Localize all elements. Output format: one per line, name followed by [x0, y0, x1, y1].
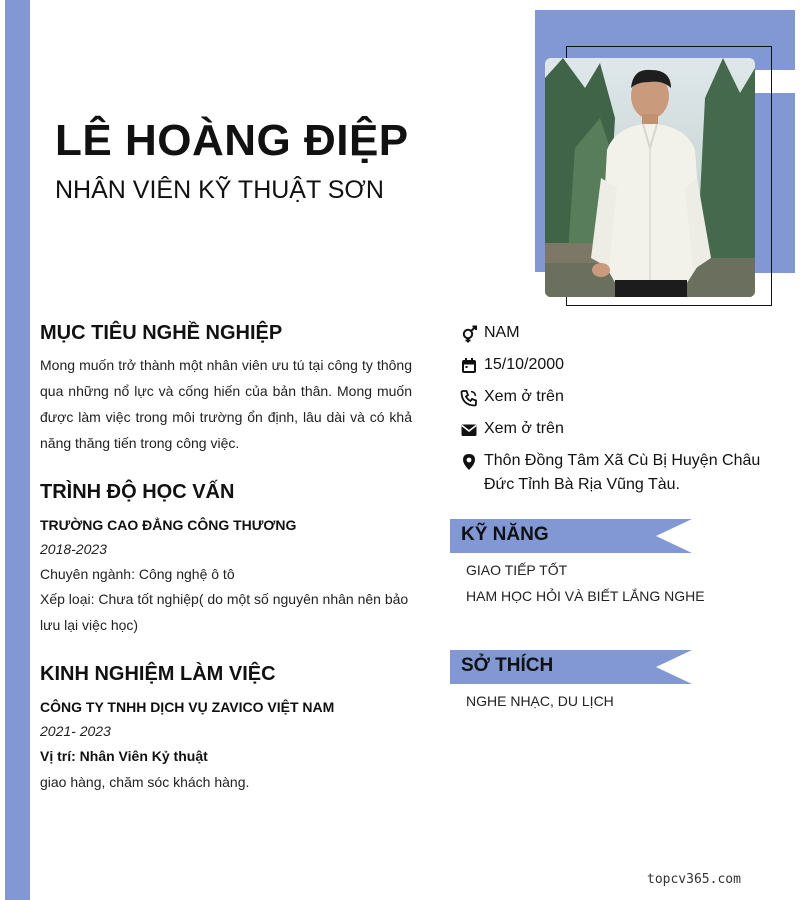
- hobby-item: NGHE NHẠC, DU LỊCH: [466, 693, 614, 709]
- info-gender-row: [460, 324, 780, 345]
- experience-section-title: KINH NGHIỆM LÀM VIỆC: [40, 663, 276, 685]
- info-phone-text: Xem ở trên: [484, 388, 564, 405]
- education-school: TRƯỜNG CAO ĐẲNG CÔNG THƯƠNG: [40, 517, 297, 533]
- phone-icon: [460, 389, 478, 407]
- education-major: Chuyên ngành: Công nghệ ô tô: [40, 566, 235, 582]
- objective-section-title: MỤC TIÊU NGHỀ NGHIỆP: [40, 322, 283, 344]
- left-accent-bar: [5, 0, 30, 900]
- profile-photo-illustration: [545, 58, 755, 297]
- education-rank: Xếp loại: Chưa tốt nghiệp( do một số nguyên nhân nên bảo lưu lại việc học): [40, 591, 409, 633]
- experience-position: Vị trí: Nhân Viên Kỷ thuật: [40, 748, 208, 764]
- info-birthday-row: [460, 356, 780, 377]
- info-email-text: Xem ở trên: [484, 420, 564, 437]
- info-email-row: [460, 420, 780, 441]
- profile-photo: [545, 58, 755, 297]
- info-birthday-text: 15/10/2000: [484, 356, 565, 373]
- hobbies-section-title: SỞ THÍCH: [461, 655, 554, 676]
- calendar-icon: [460, 357, 478, 375]
- email-icon: [460, 421, 478, 439]
- education-section-title: TRÌNH ĐỘ HỌC VẤN: [40, 481, 235, 503]
- experience-company: CÔNG TY TNHH DỊCH VỤ ZAVICO VIỆT NAM: [40, 699, 335, 715]
- gender-icon: [460, 325, 478, 343]
- info-address-row: [460, 452, 780, 497]
- location-icon: [460, 453, 478, 471]
- skill-item: GIAO TIẾP TỐT: [466, 562, 568, 578]
- education-period: 2018-2023: [40, 541, 107, 557]
- skills-section-ribbon: [450, 519, 692, 553]
- skill-item: HAM HỌC HỎI VÀ BIẾT LẮNG NGHE: [466, 588, 705, 604]
- experience-description: giao hàng, chăm sóc khách hàng.: [40, 774, 250, 790]
- candidate-job-title: NHÂN VIÊN KỸ THUẬT SƠN: [55, 176, 384, 204]
- hobbies-section-ribbon: [450, 650, 692, 684]
- info-phone-row: [460, 388, 780, 409]
- experience-period: 2021- 2023: [40, 723, 111, 739]
- objective-text: Mong muốn trở thành một nhân viên ưu tú tại công ty thông qua những nổ lực và cống hiến của bản thân. Mong muốn được làm việc trong môi trường ổn định, lâu dài và có khả năng thăng tiến trong công việc.: [40, 357, 412, 451]
- candidate-name: LÊ HOÀNG ĐIỆP: [55, 116, 409, 165]
- skills-section-title: KỸ NĂNG: [461, 524, 549, 545]
- site-watermark: topcv365.com: [647, 872, 741, 887]
- info-gender-text: NAM: [484, 324, 520, 341]
- info-address-text: Thôn Đồng Tâm Xã Cù Bị Huyện Châu Đức Tỉnh Bà Rịa Vũng Tàu.: [484, 452, 761, 493]
